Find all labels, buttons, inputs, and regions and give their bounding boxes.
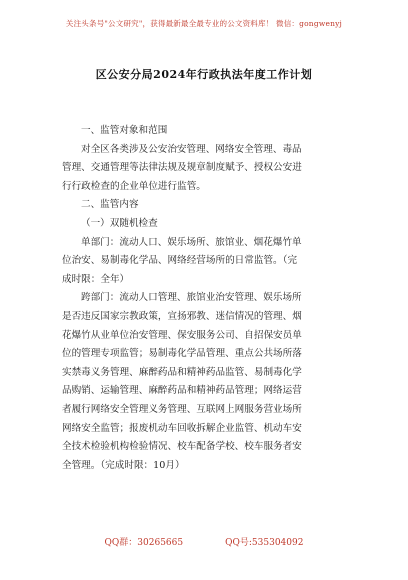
paragraph-line: 网络安全监管；报废机动车回收拆解企业监管、机动车安: [62, 422, 302, 434]
qq-group-text: QQ群：30265665: [104, 538, 184, 548]
paragraph-line: 对全区各类涉及公安治安管理、网络安全管理、毒品: [81, 143, 302, 155]
paragraph-line: 跨部门：流动人口管理、旅馆业治安管理、娱乐场所: [81, 292, 302, 304]
paragraph-line: 位治安、易制毒化学品、网络经营场所的日常监管。（完: [62, 255, 298, 267]
document-title: 区公安分局2024年行政执法年度工作计划: [95, 68, 313, 81]
paragraph-line: 全技术检验机构检验情况、校车配备学校、校车服务者安: [62, 441, 302, 453]
paragraph-line: 单部门：流动人口、娱乐场所、旅馆业、烟花爆竹单: [81, 236, 302, 248]
paragraph-line: 管理、交通管理等法律法规及规章制度赋予、授权公安进: [62, 162, 302, 174]
paragraph-line: 是否违反国家宗教政策，宣扬邪教、迷信情况的管理、烟: [62, 310, 302, 322]
footer-contact: [0, 535, 408, 548]
paragraph-line: 品购销、运输管理、麻醉药品和精神药品管理；网络运营: [62, 385, 302, 397]
paragraph-line: 全管理。（完成时限：10月）: [62, 459, 185, 471]
section-heading-scope: 一、监管对象和范围: [81, 125, 168, 136]
qq-number-text: QQ号:535304092: [225, 538, 304, 548]
paragraph-line: 行行政检查的企业单位进行监管。: [62, 180, 206, 192]
paragraph-line: 成时限：全年）: [62, 273, 130, 285]
paragraph-line: 实禁毒义务管理、麻醉药品和精神药品监管、易制毒化学: [62, 366, 302, 378]
subsection-heading-random-inspection: （一）双随机检查: [81, 217, 158, 229]
document-body: [62, 122, 352, 475]
paragraph-line: 位的管理专项监管；易制毒化学品管理、重点公共场所落: [62, 348, 302, 360]
section-heading-content: 二、监管内容: [81, 199, 139, 211]
paragraph-line: 花爆竹从业单位治安管理、保安服务公司、自招保安员单: [62, 329, 302, 341]
header-banner: 关注头条号"公文研究"，获得最新最全最专业的公文资料库！ 微信：gongwenyj: [65, 19, 343, 28]
paragraph-line: 者履行网络安全管理义务管理、互联网上网服务营业场所: [62, 403, 302, 415]
